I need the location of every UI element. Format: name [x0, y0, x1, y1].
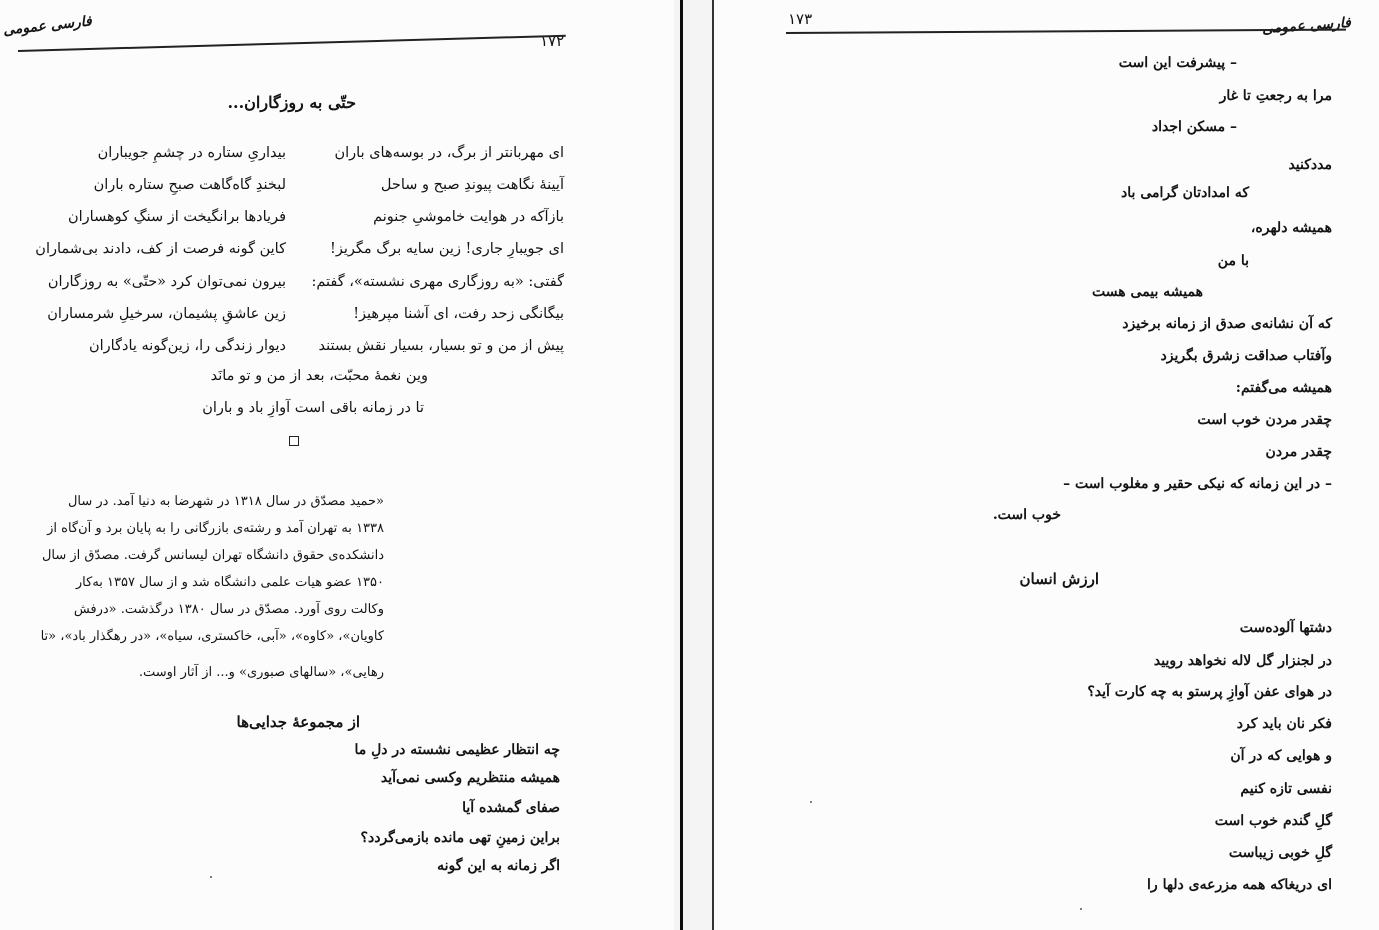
bio-line-7: رهایی»، «سالهای صبوری» و... از آثار اوست.: [138, 665, 384, 680]
right-line-8: همیشه بیمی هست: [1092, 284, 1203, 300]
couplet-4-first: ای جویبارِ جاری! زین سایه برگ مگریز!: [330, 241, 564, 257]
couplet-3-second: فریادها برانگیخت از سنگِ کوهساران: [67, 209, 286, 225]
couplet-1-second: بیداریِ ستاره در چشمِ جویباران: [97, 145, 286, 161]
right-line-9: که آن نشانه‌ی صدق از زمانه برخیزد: [1122, 316, 1332, 332]
couplet-6-second: زین عاشقِ پشیمان، سرخیلِ شرمساران: [47, 306, 286, 322]
collection-line-2: همیشه منتظریم وکسی نمی‌آید: [380, 770, 560, 786]
gutter-shadow-line: [680, 0, 683, 930]
paper-speck: [210, 876, 212, 878]
section-title: ارزش انسان: [1019, 570, 1099, 588]
section-line-2: در لجنزار گل لاله نخواهد رویید: [1153, 653, 1332, 669]
final-line-2: تا در زمانه باقی است آوازِ باد و باران: [202, 400, 424, 416]
right-line-2: مرا به رجعتِ تا غار: [1219, 88, 1332, 104]
right-line-12: چقدر مردن خوب است: [1197, 412, 1332, 428]
paper-speck: [1080, 908, 1082, 910]
section-line-7: گلِ گندم خوب است: [1214, 813, 1332, 829]
bio-line-1: «حمید مصدّق در سال ۱۳۱۸ در شهرضا به دنیا آمد. در سال: [67, 494, 384, 509]
couplet-1-first: ای مهربانتر از برگ، در بوسه‌های باران: [334, 145, 564, 161]
right-line-3: – مسکن اجداد: [1151, 119, 1237, 135]
section-line-8: گلِ خوبی زیباست: [1228, 845, 1332, 861]
left-page: [0, 0, 674, 930]
couplet-2-second: لبخندِ گاه‌گاهت صبحِ ستاره باران: [93, 177, 286, 193]
section-line-4: فکر نان باید کرد: [1236, 716, 1332, 732]
collection-line-3: صفای گمشده آیا: [462, 800, 560, 816]
collection-line-4: براین زمینِ تهی مانده بازمی‌گردد؟: [360, 830, 560, 846]
paper-speck: [810, 801, 812, 803]
couplet-3-first: بازآکه در هوایت خاموشیِ جنونم: [373, 209, 564, 225]
section-line-9: ای دریغاکه همه مزرعه‌ی دلها را: [1147, 877, 1332, 893]
right-line-14: – در این زمانه که نیکی حقیر و مغلوب است –: [1063, 476, 1332, 492]
collection-line-5: اگر زمانه به این گونه: [437, 858, 560, 874]
bio-line-3: دانشکده‌ی حقوق دانشگاه تهران لیسانس گرفت. مصدّق از سال: [41, 548, 384, 563]
couplet-7-second: دیوار زندگی را، زین‌گونه یادگاران: [89, 338, 286, 354]
right-line-4: مددکنید: [1288, 157, 1332, 173]
couplet-2-first: آیینهٔ نگاهت پیوندِ صبح و ساحل: [380, 177, 564, 193]
left-page-number: ۱۷۲: [540, 32, 565, 50]
left-header-rule: [18, 35, 566, 52]
bio-line-6: کاویان»، «کاوه»، «آبی، خاکستری، سیاه»، «در رهگذار باد»، «تا: [40, 629, 384, 644]
right-line-5: که امدادتان گرامی باد: [1121, 185, 1249, 201]
couplet-6-first: بیگانگی زحد رفت، ای آشنا مپرهیز!: [353, 306, 564, 322]
right-line-10: وآفتاب صداقت زشرق بگریزد: [1160, 348, 1332, 364]
right-header-title: فارسی عمومی: [1261, 14, 1352, 38]
poem-title: حتّی به روزگاران...: [227, 93, 356, 112]
bio-line-2: ۱۳۳۸ به تهران آمد و رشته‌ی بازرگانی را به پایان برد و آن‌گاه از: [47, 521, 384, 536]
right-page-number: ۱۷۳: [788, 10, 813, 28]
right-line-11: همیشه می‌گفتم:: [1235, 380, 1332, 396]
gutter-page-edge: [712, 0, 714, 930]
couplet-5-second: بیرون نمی‌توان کرد «حتّی» به روزگاران: [47, 274, 286, 290]
separator-square: [289, 436, 299, 446]
right-line-6: همیشه دلهره،: [1250, 220, 1332, 236]
left-header-title: فارسی عمومی: [2, 13, 93, 39]
couplet-7-first: پیش از من و تو بسیار، بسیار نقش بستند: [318, 338, 564, 354]
bio-line-4: ۱۳۵۰ عضو هیات علمی دانشگاه شد و از سال ۱۳۵۷ به‌کار: [75, 575, 384, 590]
right-line-15: خوب است.: [992, 507, 1061, 523]
bio-line-5: وکالت روی آورد. مصدّق در سال ۱۳۸۰ درگذشت. «درفش: [73, 602, 384, 617]
right-line-13: چقدر مردن: [1265, 444, 1332, 460]
final-line-1: وین نغمهٔ محبّت، بعد از من و تو مانَد: [210, 368, 428, 384]
section-line-6: نفسی تازه کنیم: [1240, 781, 1332, 797]
right-line-1: – پیشرفت این است: [1118, 55, 1237, 71]
right-line-7: با من: [1217, 253, 1249, 269]
couplet-4-second: کاین گونه فرصت از کف، دادند بی‌شماران: [35, 241, 286, 257]
collection-line-1: چه انتظار عظیمی نشسته در دلِ ما: [354, 742, 560, 758]
section-line-5: و هوایی که در آن: [1230, 748, 1332, 764]
couplet-5-first: گفتی: «به روزگاری مهری نشسته»، گفتم:: [311, 274, 564, 290]
collection-title: از مجموعهٔ جدایی‌ها: [236, 713, 360, 731]
right-page: [712, 0, 1379, 930]
section-line-1: دشتها آلوده‌ست: [1239, 620, 1332, 636]
section-line-3: در هوای عفن آوازِ پرستو به چه کارت آید؟: [1087, 684, 1332, 700]
